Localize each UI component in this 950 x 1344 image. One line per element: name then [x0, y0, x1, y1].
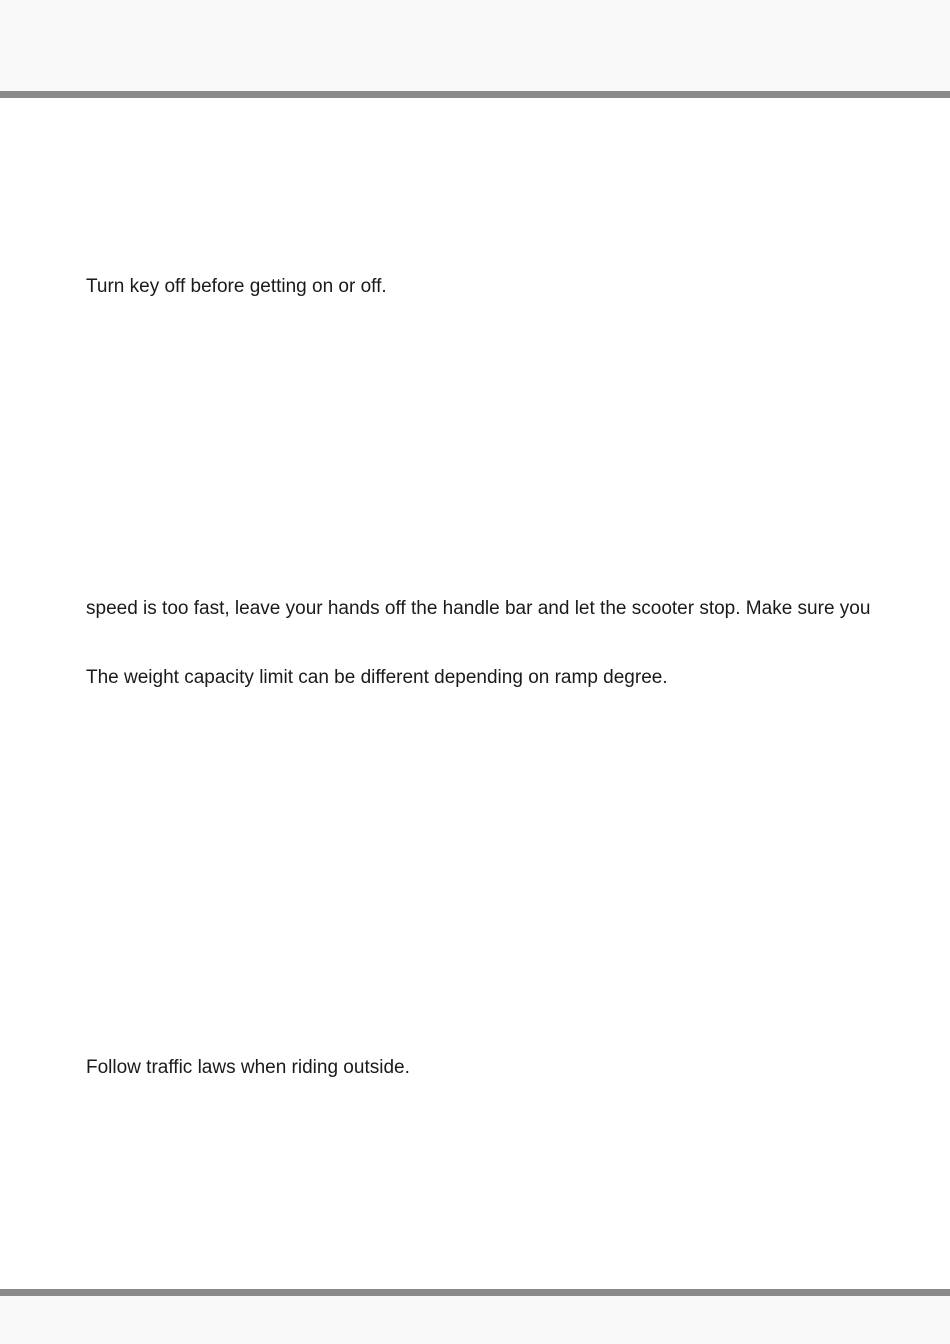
header-rule — [0, 91, 950, 98]
text-line-key-off: Turn key off before getting on or off. — [86, 276, 387, 297]
text-line-weight-capacity: The weight capacity limit can be different depending on ramp degree. — [86, 667, 668, 688]
header-band — [0, 0, 950, 91]
footer-band — [0, 1296, 950, 1344]
footer-rule — [0, 1289, 950, 1296]
text-line-traffic-laws: Follow traffic laws when riding outside. — [86, 1057, 410, 1078]
text-line-speed-warning: speed is too fast, leave your hands off the handle bar and let the scooter stop. Make sure you — [86, 598, 871, 619]
